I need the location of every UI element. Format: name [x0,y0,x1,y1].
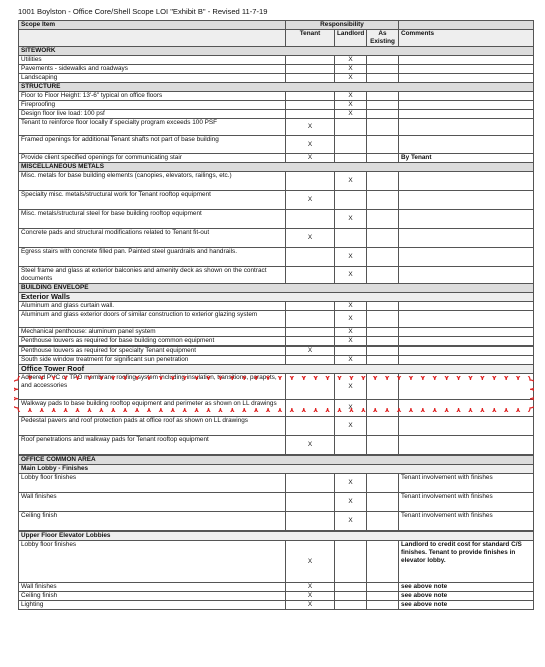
scope-cell: Floor to Floor Height: 13'-6" typical on office floors [19,92,286,101]
table-row [19,583,534,592]
table-row [19,110,534,119]
header-row-2 [19,30,534,47]
scope-cell: Wall finishes [19,493,286,512]
header-scope-item: Scope Item [19,21,286,30]
comments-cell [399,436,534,455]
table-row [19,101,534,110]
tenant-cell [286,311,335,328]
tenant-cell [286,337,335,346]
table-row [19,136,534,154]
subsection-row [19,365,534,374]
as-existing-cell [367,101,399,110]
comments-cell [399,347,534,356]
landlord-cell: X [335,374,367,400]
comments-cell [399,210,534,229]
tenant-cell [286,302,335,311]
table-row [19,74,534,83]
as-existing-cell [367,191,399,210]
landlord-cell [335,136,367,154]
header-row-1 [19,21,534,30]
section-label: SITEWORK [19,47,534,56]
scope-cell: Steel frame and glass at exterior balconies and amenity deck as shown on the contract documents [19,267,286,284]
landlord-cell: X [335,56,367,65]
comments-cell [399,56,534,65]
comments-cell [399,311,534,328]
landlord-cell [335,119,367,136]
comments-cell: see above note [399,592,534,601]
scope-cell: Mechanical penthouse: aluminum panel system [19,328,286,337]
as-existing-cell [367,311,399,328]
as-existing-cell [367,541,399,583]
scope-cell: Pavements - sidewalks and roadways [19,65,286,74]
comments-cell [399,191,534,210]
landlord-cell: X [335,65,367,74]
scope-cell: Tenant to reinforce floor locally if specialty program exceeds 100 PSF [19,119,286,136]
landlord-cell: X [335,92,367,101]
landlord-cell: X [335,101,367,110]
as-existing-cell [367,601,399,610]
table-row [19,337,534,346]
as-existing-cell [367,119,399,136]
tenant-cell: X [286,119,335,136]
comments-cell [399,267,534,284]
comments-cell [399,110,534,119]
comments-cell: By Tenant [399,154,534,163]
section-row [19,47,534,56]
section-row [19,456,534,465]
table-row [19,512,534,531]
landlord-cell [335,583,367,592]
table-row [19,493,534,512]
table-row [19,154,534,163]
table-row [19,119,534,136]
scope-cell: Utilities [19,56,286,65]
revision-cloud-outline [14,376,534,412]
scope-table [18,20,534,610]
scope-cell: Egress stairs with concrete filled pan. Painted steel guardrails and handrails. [19,248,286,267]
as-existing-cell [367,592,399,601]
tenant-cell [286,248,335,267]
as-existing-cell [367,356,399,365]
tenant-cell [286,210,335,229]
tenant-cell [286,417,335,436]
as-existing-cell [367,417,399,436]
subsection-row [19,293,534,302]
tenant-cell: X [286,592,335,601]
scope-cell: Ceiling finish [19,512,286,531]
scope-cell: Misc. metals for base building elements (canopies, elevators, railings, etc.) [19,172,286,191]
tenant-cell: X [286,229,335,248]
table-row [19,541,534,583]
as-existing-cell [367,56,399,65]
tenant-cell [286,328,335,337]
landlord-cell: X [335,74,367,83]
as-existing-cell [367,65,399,74]
as-existing-cell [367,110,399,119]
comments-cell [399,65,534,74]
subsection-label: Exterior Walls [19,293,534,302]
comments-cell [399,337,534,346]
table-row [19,229,534,248]
table-row [19,417,534,436]
header-landlord: Landlord [335,30,367,47]
scope-cell: Roof penetrations and walkway pads for Tenant rooftop equipment [19,436,286,455]
tenant-cell: X [286,347,335,356]
tenant-cell [286,110,335,119]
section-row [19,83,534,92]
landlord-cell: X [335,512,367,531]
as-existing-cell [367,347,399,356]
comments-cell [399,229,534,248]
header-tenant: Tenant [286,30,335,47]
section-row [19,163,534,172]
header-comments: Comments [399,30,534,47]
tenant-cell [286,92,335,101]
landlord-cell [335,154,367,163]
landlord-cell [335,347,367,356]
comments-cell [399,101,534,110]
table-row [19,56,534,65]
landlord-cell [335,229,367,248]
as-existing-cell [367,328,399,337]
tenant-cell: X [286,601,335,610]
subsection-row [19,465,534,474]
as-existing-cell [367,583,399,592]
table-row [19,92,534,101]
landlord-cell: X [335,328,367,337]
landlord-cell: X [335,337,367,346]
subsection-label: Upper Floor Elevator Lobbies [19,532,534,541]
subsection-label: Main Lobby - Finishes [19,465,534,474]
comments-cell [399,119,534,136]
section-row [19,284,534,293]
table-row [19,302,534,311]
landlord-cell [335,601,367,610]
tenant-cell [286,74,335,83]
as-existing-cell [367,154,399,163]
comments-cell: see above note [399,583,534,592]
landlord-cell [335,436,367,455]
tenant-cell [286,493,335,512]
tenant-cell [286,65,335,74]
table-row [19,474,534,493]
comments-cell [399,92,534,101]
landlord-cell [335,592,367,601]
landlord-cell: X [335,172,367,191]
as-existing-cell [367,210,399,229]
scope-cell: Lighting [19,601,286,610]
comments-cell [399,302,534,311]
comments-cell [399,248,534,267]
as-existing-cell [367,337,399,346]
section-label: BUILDING ENVELOPE [19,284,534,293]
scope-cell: Lobby floor finishes [19,541,286,583]
landlord-cell: X [335,356,367,365]
tenant-cell: X [286,136,335,154]
as-existing-cell [367,229,399,248]
scope-cell: South side window treatment for significant sun penetration [19,356,286,365]
header-responsibility: Responsibility [286,21,399,30]
scope-cell: Landscaping [19,74,286,83]
landlord-cell: X [335,267,367,284]
tenant-cell [286,56,335,65]
scope-cell: Penthouse louvers as required for base building common equipment [19,337,286,346]
landlord-cell: X [335,248,367,267]
comments-cell: Tenant involvement with finishes [399,512,534,531]
landlord-cell: X [335,302,367,311]
as-existing-cell [367,248,399,267]
scope-cell: Penthouse louvers as required for specialty Tenant equipment [19,347,286,356]
table-row [19,210,534,229]
table-row [19,356,534,365]
scope-cell: Wall finishes [19,583,286,592]
scope-cell: Walkway pads to base building rooftop equipment and perimeter as shown on LL drawings [19,400,286,417]
landlord-cell: X [335,311,367,328]
landlord-cell: X [335,474,367,493]
section-label: STRUCTURE [19,83,534,92]
scope-cell: Provide client specified openings for communicating stair [19,154,286,163]
comments-cell: see above note [399,601,534,610]
tenant-cell [286,512,335,531]
as-existing-cell [367,474,399,493]
header-blank-scope [19,30,286,47]
scope-cell: Specialty misc. metals/structural work for Tenant rooftop equipment [19,191,286,210]
scope-cell: Design floor live load: 100 psf [19,110,286,119]
table-row [19,172,534,191]
table-row [19,347,534,356]
tenant-cell [286,356,335,365]
scope-cell: Adhered PVC or TPO membrane roofing system including insulation, transitions, parapets, and accessories [19,374,286,400]
scope-cell: Fireproofing [19,101,286,110]
section-label: MISCELLANEOUS METALS [19,163,534,172]
section-label: OFFICE COMMON AREA [19,456,534,465]
comments-cell: Landlord to credit cost for standard C/S finishes. Tenant to provide finishes in elevator lobby. [399,541,534,583]
header-blank [399,21,534,30]
subsection-row [19,532,534,541]
as-existing-cell [367,512,399,531]
as-existing-cell [367,172,399,191]
as-existing-cell [367,267,399,284]
tenant-cell: X [286,583,335,592]
as-existing-cell [367,92,399,101]
tenant-cell: X [286,436,335,455]
comments-cell [399,417,534,436]
tenant-cell [286,172,335,191]
as-existing-cell [367,493,399,512]
comments-cell [399,328,534,337]
scope-cell: Aluminum and glass curtain wall. [19,302,286,311]
comments-cell [399,136,534,154]
tenant-cell [286,267,335,284]
revision-cloud [14,376,534,412]
document-title: 1001 Boylston - Office Core/Shell Scope LOI "Exhibit B" - Revised 11-7-19 [18,7,268,16]
scope-cell: Misc. metals/structural steel for base building rooftop equipment [19,210,286,229]
scope-cell: Pedestal pavers and roof protection pads at office roof as shown on LL drawings [19,417,286,436]
landlord-cell [335,541,367,583]
table-row [19,191,534,210]
tenant-cell [286,474,335,493]
scope-cell: Ceiling finish [19,592,286,601]
table-row [19,65,534,74]
tenant-cell: X [286,191,335,210]
tenant-cell: X [286,541,335,583]
header-as-existing: As Existing [367,30,399,47]
as-existing-cell [367,74,399,83]
table-row [19,436,534,455]
comments-cell [399,356,534,365]
as-existing-cell [367,136,399,154]
tenant-cell: X [286,154,335,163]
table-row [19,592,534,601]
table-row [19,267,534,284]
scope-cell: Aluminum and glass exterior doors of similar construction to exterior glazing system [19,311,286,328]
table-row [19,311,534,328]
scope-cell: Lobby floor finishes [19,474,286,493]
landlord-cell: X [335,417,367,436]
landlord-cell: X [335,110,367,119]
table-row [19,328,534,337]
as-existing-cell [367,302,399,311]
table-row [19,248,534,267]
landlord-cell: X [335,210,367,229]
landlord-cell: X [335,400,367,417]
comments-cell: Tenant involvement with finishes [399,493,534,512]
landlord-cell: X [335,493,367,512]
scope-cell: Framed openings for additional Tenant shafts not part of base building [19,136,286,154]
tenant-cell [286,101,335,110]
subsection-label: Office Tower Roof [19,365,534,374]
comments-cell: Tenant involvement with finishes [399,474,534,493]
comments-cell [399,172,534,191]
landlord-cell [335,191,367,210]
scope-cell: Concrete pads and structural modifications related to Tenant fit-out [19,229,286,248]
table-row [19,601,534,610]
comments-cell [399,74,534,83]
as-existing-cell [367,436,399,455]
